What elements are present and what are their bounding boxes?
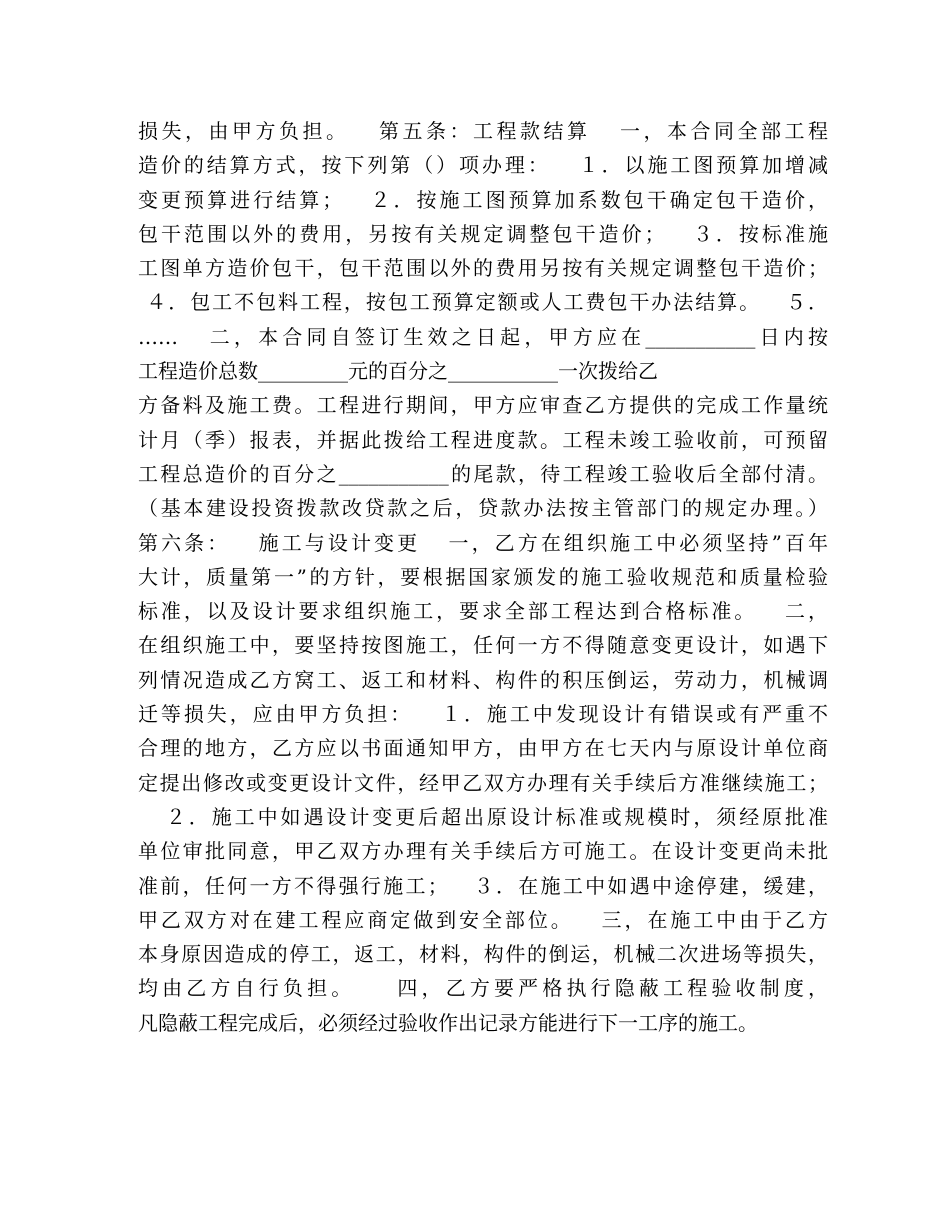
text-line: 工图单方造价包干，包干范围以外的费用另按有关规定调整包干造价； — [138, 256, 828, 281]
text-line: 本身原因造成的停工，返工，材料，构件的倒运，机械二次进场等损失， — [138, 942, 828, 967]
contract-text-body — [138, 114, 828, 1040]
text-line: 合理的地方，乙方应以书面通知甲方，由甲方在七天内与原设计单位商 — [138, 736, 828, 761]
text-line: 工程总造价的百分之___________的尾款，待工程竣工验收后全部付清。 — [138, 461, 828, 486]
text-line: 迁等损失，应由甲方负担： １．施工中发现设计有错误或有严重不 — [138, 702, 828, 727]
text-line: …… 二，本合同自签订生效之日起，甲方应在___________日内按 — [138, 324, 828, 349]
text-line: 包干范围以外的费用，另按有关规定调整包干造价； ３．按标准施 — [138, 221, 828, 246]
text-line: 工程造价总数_________元的百分之___________一次拨给乙 — [138, 359, 658, 384]
text-line: 方备料及施工费。工程进行期间，甲方应审查乙方提供的完成工作量统 — [138, 393, 828, 418]
text-line: 凡隐蔽工程完成后，必须经过验收作出记录方能进行下一工序的施工。 — [138, 1010, 758, 1035]
text-line: 甲乙双方对在建工程应商定做到安全部位。 三，在施工中由于乙方 — [138, 907, 828, 932]
text-line: 造价的结算方式，按下列第（）项办理： １．以施工图预算加增减 — [138, 153, 828, 178]
text-line: （基本建设投资拨款改贷款之后，贷款办法按主管部门的规定办理。） — [138, 496, 828, 521]
text-line: 列情况造成乙方窝工、返工和材料、构件的积压倒运，劳动力，机械调 — [138, 667, 828, 692]
text-line: 在组织施工中，要坚持按图施工，任何一方不得随意变更设计，如遇下 — [138, 633, 828, 658]
text-line: 第六条： 施工与设计变更 一，乙方在组织施工中必须坚持”百年 — [138, 530, 828, 555]
text-line: ２．施工中如遇设计变更后超出原设计标准或规模时，须经原批准 — [138, 804, 828, 829]
text-line: 标准，以及设计要求组织施工，要求全部工程达到合格标准。 二， — [138, 599, 828, 624]
text-line: 变更预算进行结算； ２．按施工图预算加系数包干确定包干造价， — [138, 187, 828, 212]
text-line: 定提出修改或变更设计文件，经甲乙双方办理有关手续后方准继续施工； — [138, 770, 828, 795]
text-line: 损失，由甲方负担。 第五条：工程款结算 一，本合同全部工程 — [138, 119, 828, 143]
text-line: 计月（季）报表，并据此拨给工程进度款。工程未竣工验收前，可预留 — [138, 427, 828, 452]
text-line: 均由乙方自行负担。 四，乙方要严格执行隐蔽工程验收制度， — [138, 976, 828, 1001]
text-line: ４．包工不包料工程，按包工预算定额或人工费包干办法结算。 ５． — [138, 290, 828, 315]
text-line: 准前，任何一方不得强行施工； ３．在施工中如遇中途停建，缓建， — [138, 873, 828, 898]
text-line: 单位审批同意，甲乙双方办理有关手续后方可施工。在设计变更尚未批 — [138, 839, 828, 864]
text-line: 大计，质量第一”的方针，要根据国家颁发的施工验收规范和质量检验 — [138, 564, 828, 589]
